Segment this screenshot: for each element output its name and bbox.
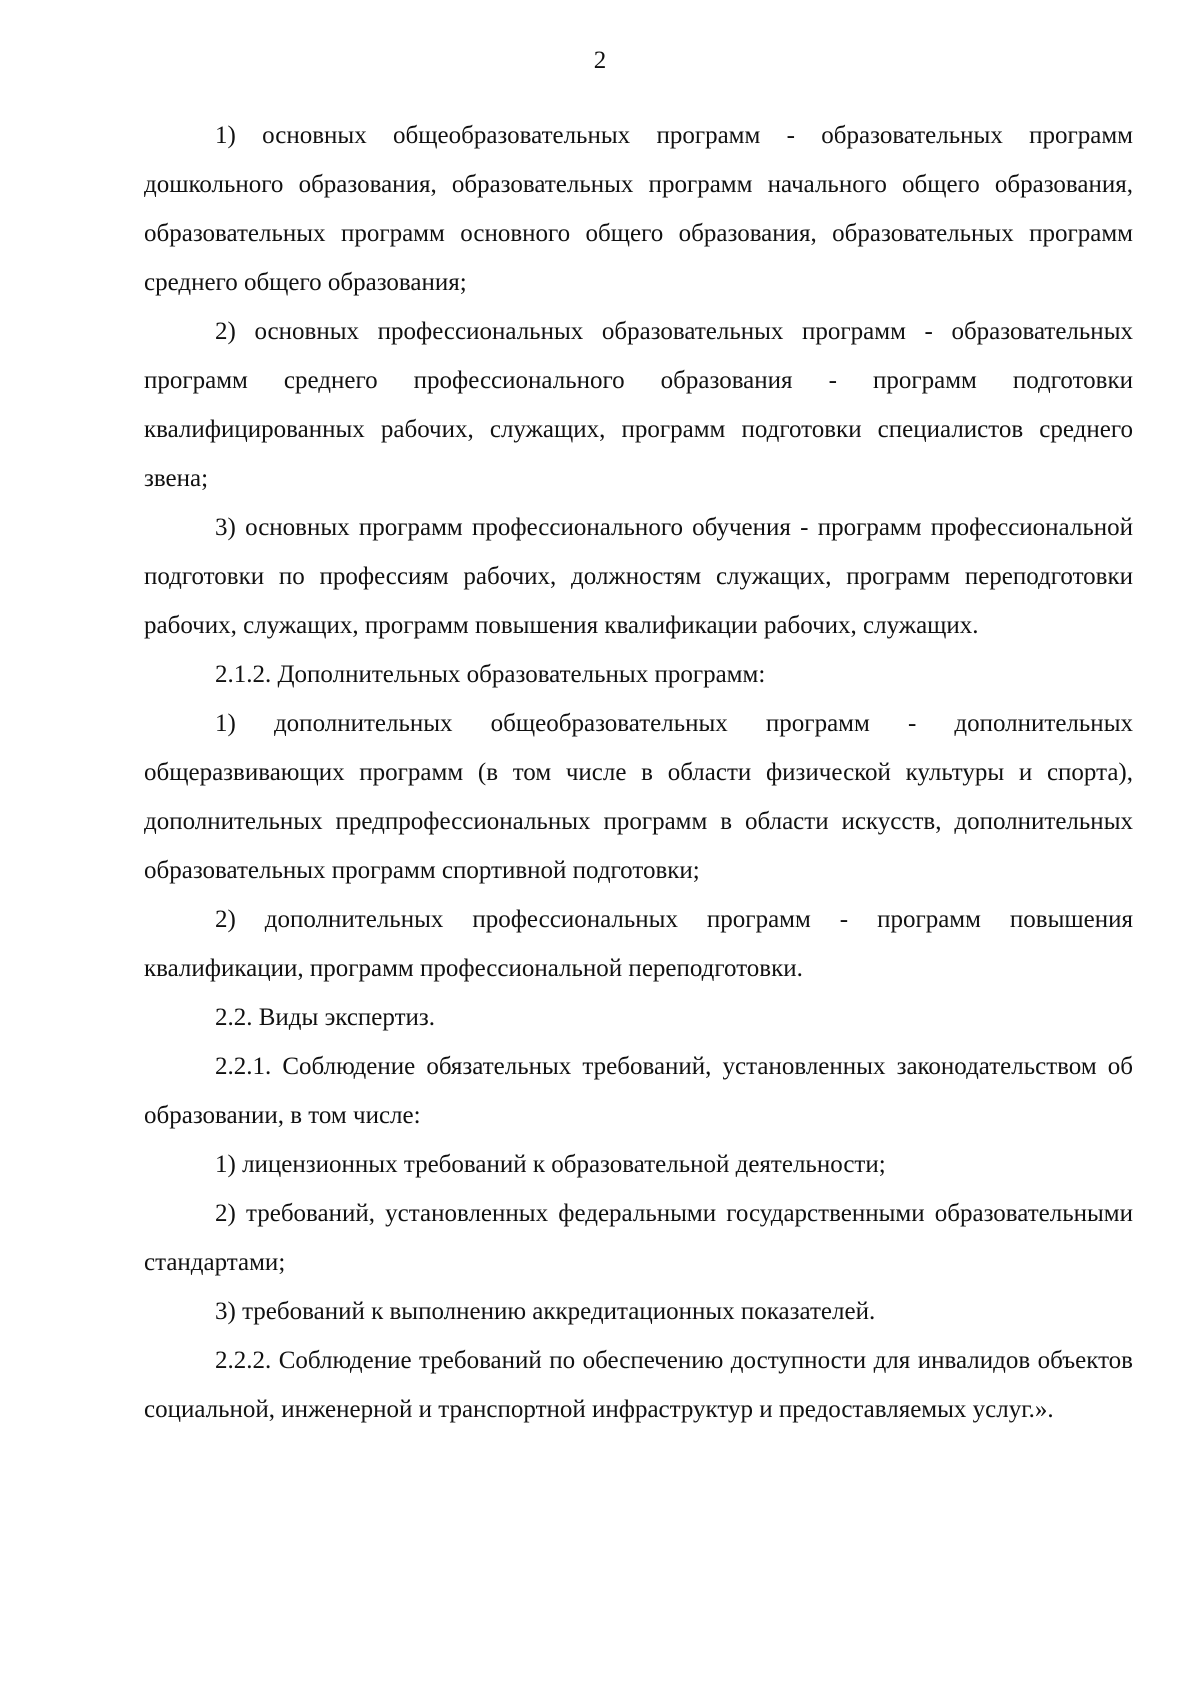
paragraph-section-2-2: 2.2. Виды экспертиз. — [215, 1004, 435, 1031]
paragraph-section-2-2-1: 2.2.1. Соблюдение обязательных требований, установленных законодательством об образовании, в том числе: — [144, 1053, 1133, 1129]
paragraph-item-2-professional-programs: 2) основных профессиональных образовательных программ - образовательных программ среднего профессионального образования - программ подготовки квалифицированных рабочих, служащих, программ подготовки специалистов среднего звена; — [144, 318, 1133, 492]
page-number: 2 — [593, 47, 607, 74]
paragraph-item-3-vocational-training: 3) основных программ профессионального обучения - программ профессиональной подготовки по профессиям рабочих, должностям служащих, программ переподготовки рабочих, служащих, программ повышения квалификации рабочих, служащих. — [144, 514, 1133, 639]
paragraph-item-1-additional-general: 1) дополнительных общеобразовательных программ - дополнительных общеразвивающих программ (в том числе в области физической культуры и спорта), дополнительных предпрофессиональных программ в области искусств, дополнительных образовательных программ спортивной подготовки; — [144, 710, 1133, 884]
document-body — [144, 111, 1133, 1434]
paragraph-section-2-1-2: 2.1.2. Дополнительных образовательных программ: — [215, 661, 766, 688]
paragraph-item-2-standards: 2) требований, установленных федеральными государственными образовательными стандартами; — [144, 1200, 1133, 1276]
paragraph-item-3-accreditation: 3) требований к выполнению аккредитационных показателей. — [215, 1298, 876, 1325]
paragraph-item-1-general-programs: 1) основных общеобразовательных программ - образовательных программ дошкольного образования, образовательных программ начального общего образования, образовательных программ основного общего образования, образовательных программ среднего общего образования; — [144, 122, 1133, 296]
paragraph-item-2-additional-professional: 2) дополнительных профессиональных программ - программ повышения квалификации, программ профессиональной переподготовки. — [144, 906, 1133, 982]
paragraph-item-1-licensing: 1) лицензионных требований к образовательной деятельности; — [215, 1151, 886, 1178]
paragraph-section-2-2-2: 2.2.2. Соблюдение требований по обеспечению доступности для инвалидов объектов социальной, инженерной и транспортной инфраструктур и предоставляемых услуг.». — [144, 1347, 1133, 1423]
